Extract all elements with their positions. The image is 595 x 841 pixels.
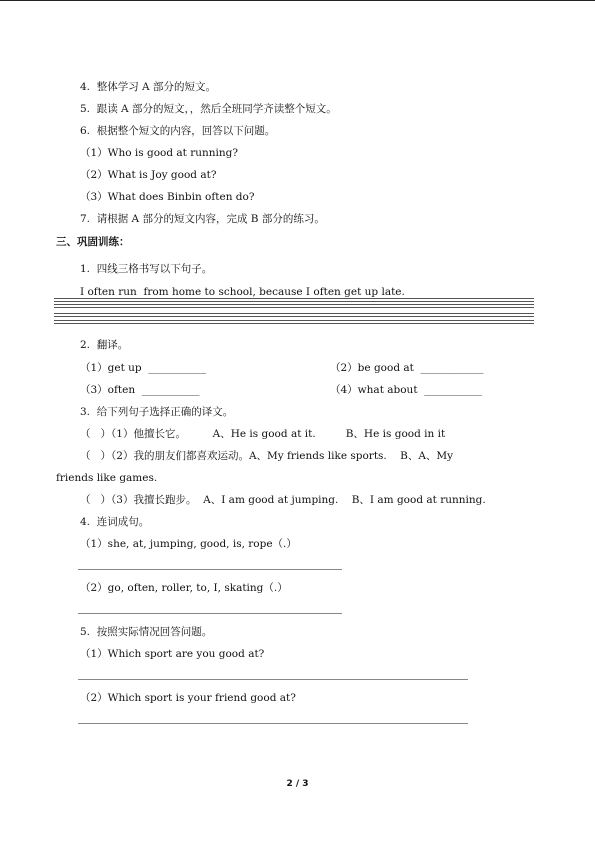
exercise-1-sentence: I often run from home to school, because I often get up late. [80,286,405,298]
writing-line [54,307,534,308]
answer-line [78,569,342,570]
instruction-6: 6. 根据整个短文的内容，回答以下问题。 [80,125,276,137]
question-3: （3）What does Binbin often do? [80,191,255,203]
answer-question-1: （1）Which sport are you good at? [80,648,265,660]
choice-2: （ ）（2）我的朋友们都喜欢运动。A、My friends like sports. B、A、My [80,450,454,462]
instruction-5: 5. 跟读 A 部分的短文，，然后全班同学齐读整个短文。 [80,103,337,115]
answer-question-2: （2）Which sport is your friend good at? [80,692,296,704]
exercise-4-title: 4. 连词成句。 [80,516,150,528]
writing-line [54,320,534,321]
page-top-border [0,0,595,1]
exercise-5-title: 5. 按照实际情况回答问题。 [80,626,213,638]
writing-line [54,301,534,302]
question-1: （1）Who is good at running? [80,147,238,159]
exercise-2-title: 2. 翻译。 [80,339,129,351]
question-2: （2）What is Joy good at? [80,169,217,181]
instruction-7: 7. 请根据 A 部分的短文内容，完成 B 部分的练习。 [80,213,325,225]
scramble-2: （2）go, often, roller, to, I, skating（.） [80,582,288,594]
exercise-3-title: 3. 给下列句子选择正确的译文。 [80,406,234,418]
section-heading: 三、巩固训练： [56,236,130,248]
scramble-1: （1）she, at, jumping, good, is, rope（.） [80,538,297,550]
exercise-1-title: 1. 四线三格书写以下句子。 [80,263,213,275]
answer-line [78,723,468,724]
choice-1: （ ）（1）他擅长它。 A、He is good at it. B、He is good in it [80,428,446,440]
instruction-4: 4. 整体学习 A 部分的短文。 [80,81,216,93]
writing-line [54,316,534,317]
translate-1: （1）get up ___________ [80,362,207,374]
translate-3: （3）often ___________ [80,384,200,396]
choice-2-continued: friends like games. [56,472,158,484]
answer-line [78,613,342,614]
answer-line [78,679,468,680]
translate-4: （4）what about ___________ [330,384,482,396]
page-number: 2 / 3 [286,779,309,789]
writing-line [54,313,534,314]
translate-2: （2）be good at ____________ [330,362,484,374]
writing-line [54,298,534,299]
choice-3: （ ）（3）我擅长跑步。 A、I am good at jumping. B、I am good at running. [80,494,486,506]
writing-line [54,304,534,305]
writing-line [54,323,534,324]
